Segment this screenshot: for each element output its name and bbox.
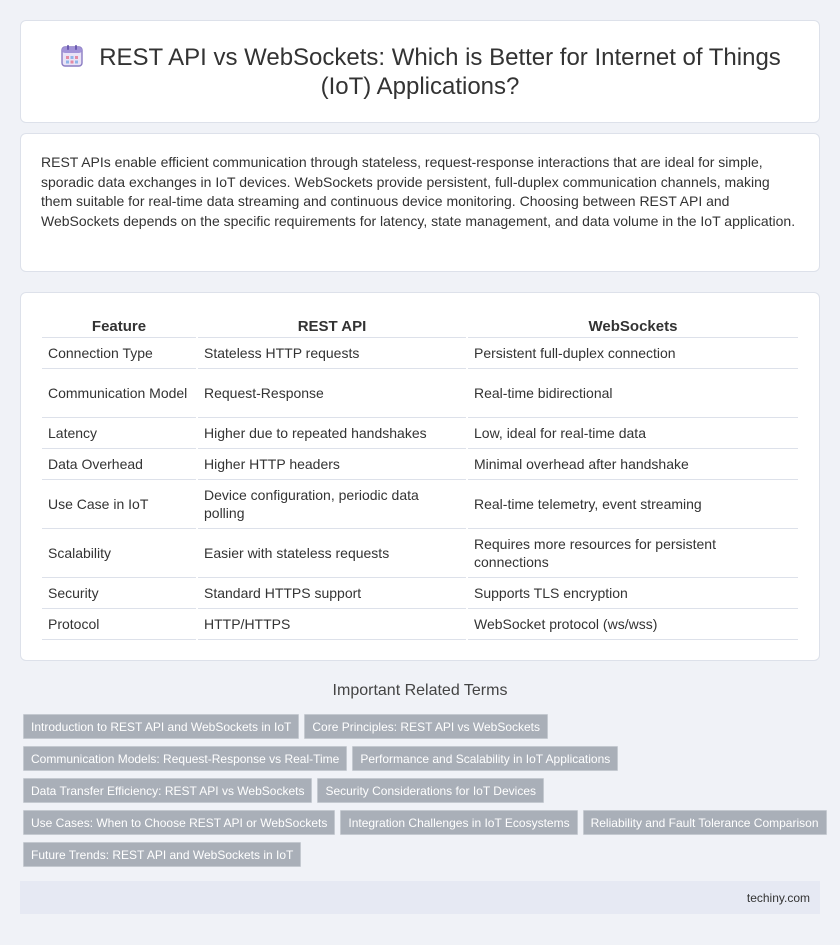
calendar-icon	[59, 43, 85, 69]
table-cell-feature: Protocol	[42, 608, 197, 639]
related-terms-heading: Important Related Terms	[332, 682, 508, 699]
table-row	[42, 608, 798, 639]
table-cell-rest-api: HTTP/HTTPS	[197, 608, 467, 639]
table-cell-rest-api: Easier with stateless requests	[197, 528, 467, 577]
related-term-tag[interactable]: Performance and Scalability in IoT Applications	[352, 746, 618, 771]
table-cell-feature: Communication Model	[42, 368, 197, 417]
table-row	[42, 368, 798, 417]
related-term-tag[interactable]: Future Trends: REST API and WebSockets in IoT	[23, 842, 301, 867]
table-row	[42, 577, 798, 608]
related-term-tag[interactable]: Communication Models: Request-Response vs Real-Time	[23, 746, 347, 771]
intro-paragraph: REST APIs enable efficient communication through stateless, request-response interactions that are ideal for simple, sporadic data exchanges in IoT devices. WebSockets provide persistent, full-duplex communication channels, making them suitable for real-time data streaming and continuous device monitoring. Choosing between REST API and WebSockets depends on the specific requirements for latency, state management, and data volume in the IoT application.	[41, 154, 796, 229]
page-title-row	[21, 43, 819, 101]
related-term-tag[interactable]: Introduction to REST API and WebSockets in IoT	[23, 714, 299, 739]
column-header-feature: Feature	[42, 313, 197, 337]
related-term-tag[interactable]: Security Considerations for IoT Devices	[317, 778, 544, 803]
table-cell-websockets: Supports TLS encryption	[467, 577, 798, 608]
table-cell-websockets: Low, ideal for real-time data	[467, 417, 798, 448]
comparison-table-card	[20, 292, 820, 661]
table-cell-websockets: WebSocket protocol (ws/wss)	[467, 608, 798, 639]
table-cell-feature: Connection Type	[42, 337, 197, 368]
table-cell-websockets: Real-time bidirectional	[467, 368, 798, 417]
table-cell-rest-api: Stateless HTTP requests	[197, 337, 467, 368]
table-header-row	[42, 313, 798, 337]
table-row	[42, 448, 798, 479]
intro-card	[20, 133, 820, 272]
related-terms-list	[23, 714, 823, 874]
column-header-websockets: WebSockets	[467, 313, 798, 337]
page-title: REST API vs WebSockets: Which is Better for Internet of Things (IoT) Applications?	[99, 44, 781, 100]
table-cell-websockets: Requires more resources for persistent connections	[467, 528, 798, 577]
table-cell-websockets: Persistent full-duplex connection	[467, 337, 798, 368]
table-row	[42, 479, 798, 528]
footer-brand-link[interactable]: techiny.com	[746, 891, 810, 905]
table-cell-rest-api: Request-Response	[197, 368, 467, 417]
table-cell-rest-api: Standard HTTPS support	[197, 577, 467, 608]
footer-bar	[20, 881, 820, 914]
table-cell-rest-api: Higher HTTP headers	[197, 448, 467, 479]
table-cell-feature: Latency	[42, 417, 197, 448]
related-term-tag[interactable]: Use Cases: When to Choose REST API or WebSockets	[23, 810, 335, 835]
table-cell-websockets: Real-time telemetry, event streaming	[467, 479, 798, 528]
header-card	[20, 20, 820, 123]
related-term-tag[interactable]: Core Principles: REST API vs WebSockets	[304, 714, 548, 739]
table-cell-rest-api: Higher due to repeated handshakes	[197, 417, 467, 448]
related-term-tag[interactable]: Reliability and Fault Tolerance Comparison	[583, 810, 827, 835]
related-term-tag[interactable]: Integration Challenges in IoT Ecosystems	[340, 810, 577, 835]
comparison-table	[42, 313, 798, 640]
table-cell-rest-api: Device configuration, periodic data polling	[197, 479, 467, 528]
table-row	[42, 337, 798, 368]
table-row	[42, 528, 798, 577]
table-row	[42, 417, 798, 448]
table-cell-feature: Security	[42, 577, 197, 608]
related-term-tag[interactable]: Data Transfer Efficiency: REST API vs WebSockets	[23, 778, 312, 803]
table-cell-feature: Scalability	[42, 528, 197, 577]
table-cell-feature: Data Overhead	[42, 448, 197, 479]
table-cell-websockets: Minimal overhead after handshake	[467, 448, 798, 479]
table-cell-feature: Use Case in IoT	[42, 479, 197, 528]
column-header-rest-api: REST API	[197, 313, 467, 337]
